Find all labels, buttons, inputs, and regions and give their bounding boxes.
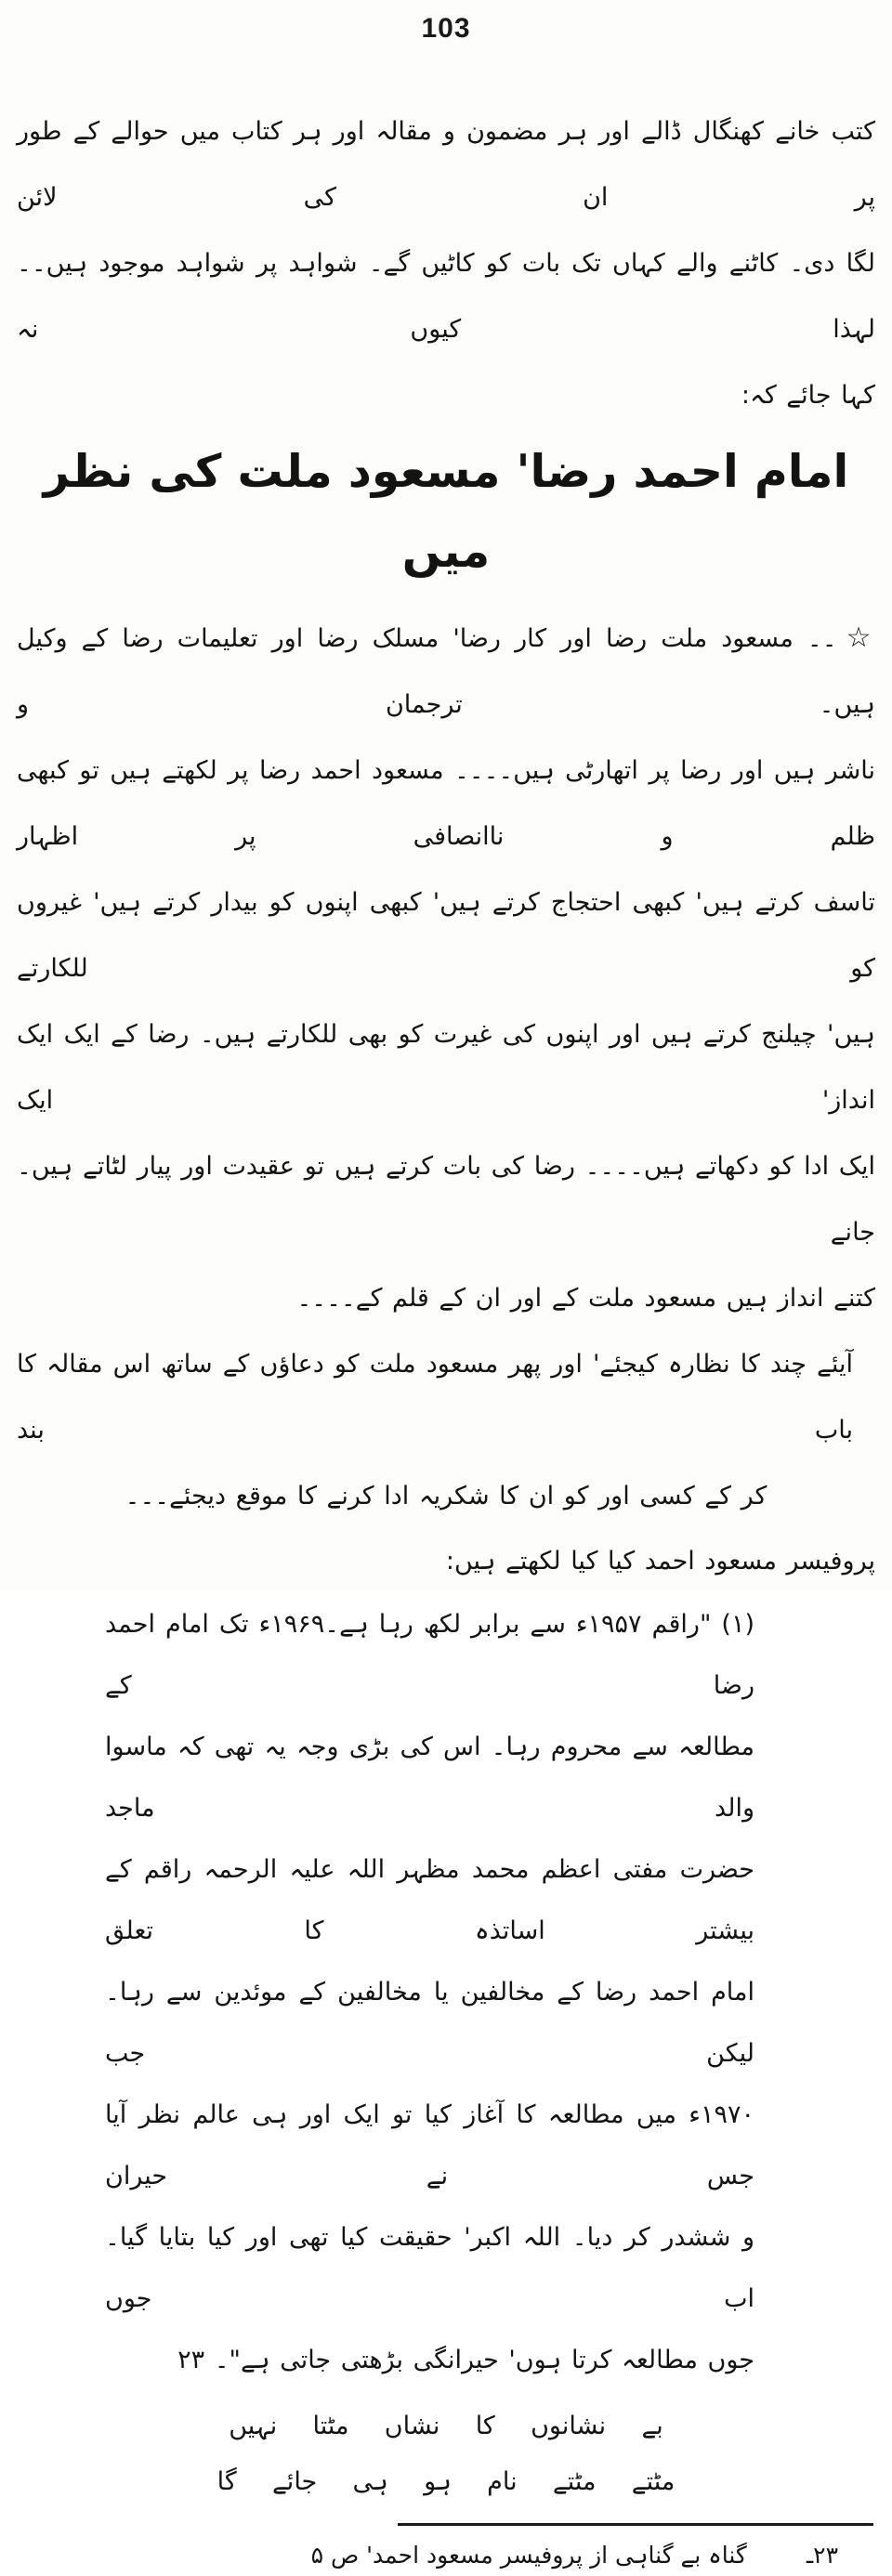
text-line xyxy=(17,605,875,738)
intro-paragraph xyxy=(17,98,875,428)
footnote xyxy=(17,2535,875,2576)
quote-line: مطالعہ سے محروم رہا۔ اس کی بڑی وجہ یہ تھی کہ ماسوا والد ماجد xyxy=(105,1733,754,1823)
verse-line: مٹتے مٹتے نام ہو ہی جائے گا xyxy=(216,2467,676,2496)
quote-line: ۱۹۷۰ء میں مطالعہ کا آغاز کیا تو ایک اور ہی عالم نظر آیا جس نے حیران xyxy=(105,2100,754,2190)
quote-line: و ششدر کر دیا۔ اللہ اکبر' حقیقت کیا تھی اور کیا بتایا گیا۔ اب جوں xyxy=(105,2223,754,2313)
footnote-divider xyxy=(398,2523,873,2526)
text-line-content: ۔۔ مسعود ملت رضا اور کار رضا' مسلک رضا اور تعلیمات رضا کے وکیل ہیں۔ ترجمان و xyxy=(17,624,875,719)
star-icon: ☆ xyxy=(846,621,875,654)
quote-line: حضرت مفتی اعظم محمد مظہر اللہ علیہ الرحمہ راقم کے بیشتر اساتذہ کا تعلق xyxy=(105,1855,754,1945)
text-line: کر کے کسی اور کو ان کا شکریہ ادا کرنے کا موقع دیجئے۔۔۔ xyxy=(125,1482,767,1510)
page-number: 103 xyxy=(421,13,471,44)
text-line: کتنے انداز ہیں مسعود ملت کے اور ان کے قلم کے۔۔۔۔ xyxy=(296,1284,875,1313)
text-line: تاسف کرتے ہیں' کبھی احتجاج کرتے ہیں' کبھی اپنوں کو بیدار کرتے ہیں' غیروں کو للکارتے xyxy=(17,888,875,983)
star-paragraph xyxy=(17,605,875,1331)
verse-line: بے نشانوں کا نشاں مٹتا نہیں xyxy=(229,2412,663,2440)
quote-line: جوں مطالعہ کرتا ہوں' حیرانگی بڑھتی جاتی ہے"۔ ۲۳ xyxy=(177,2346,754,2374)
text-line: ناشر ہیں اور رضا پر اتھارٹی ہیں۔۔۔۔ مسعود احمد رضا پر لکھتے ہیں تو کبھی ظلم و ناانصافی پر اظہار xyxy=(17,756,875,851)
quote-block xyxy=(105,1594,754,2391)
page-body xyxy=(0,98,892,2576)
prompt-line: پروفیسر مسعود احمد کیا کیا لکھتے ہیں: xyxy=(445,1547,875,1576)
footnote-text: گناہ بے گناہی از پروفیسر مسعود احمد' ص ۵ xyxy=(310,2542,747,2569)
quote-line: امام احمد رضا کے مخالفین یا مخالفین کے موئدین سے رہا۔ لیکن جب xyxy=(105,1978,754,2068)
text-line: کتب خانے کھنگال ڈالے اور ہر مضمون و مقالہ اور ہر کتاب میں حوالے کے طور پر ان کی لائن xyxy=(17,117,875,212)
text-line: لگا دی۔ کاٹنے والے کہاں تک بات کو کاٹیں گے۔ شواہد پر شواہد موجود ہیں۔۔ لہذا کیوں نہ xyxy=(17,249,875,344)
text-line: کہا جائے کہ: xyxy=(741,381,875,410)
footnote-marker: ۲۳ـ xyxy=(806,2542,838,2569)
section-heading: امام احمد رضا' مسعود ملت کی نظر میں xyxy=(43,445,849,578)
text-line: آیئے چند کا نظارہ کیجئے' اور پھر مسعود ملت کو دعاؤں کے ساتھ اس مقالہ کا باب بند xyxy=(17,1350,853,1445)
text-line: ایک ادا کو دکھاتے ہیں۔۔۔۔ رضا کی بات کرتے ہیں تو عقیدت اور پیار لٹاتے ہیں۔ جانے xyxy=(17,1152,875,1247)
text-line: ہیں' چیلنج کرتے ہیں اور اپنوں کی غیرت کو بھی للکارتے ہیں۔ رضا کے ایک ایک انداز' ایک xyxy=(17,1020,875,1115)
quote-line: (۱) "راقم ۱۹۵۷ء سے برابر لکھ رہا ہے۔۱۹۶۹ء تک امام احمد رضا کے xyxy=(105,1610,754,1700)
verse-couplet xyxy=(17,2399,875,2510)
invite-paragraph xyxy=(17,1331,875,1529)
